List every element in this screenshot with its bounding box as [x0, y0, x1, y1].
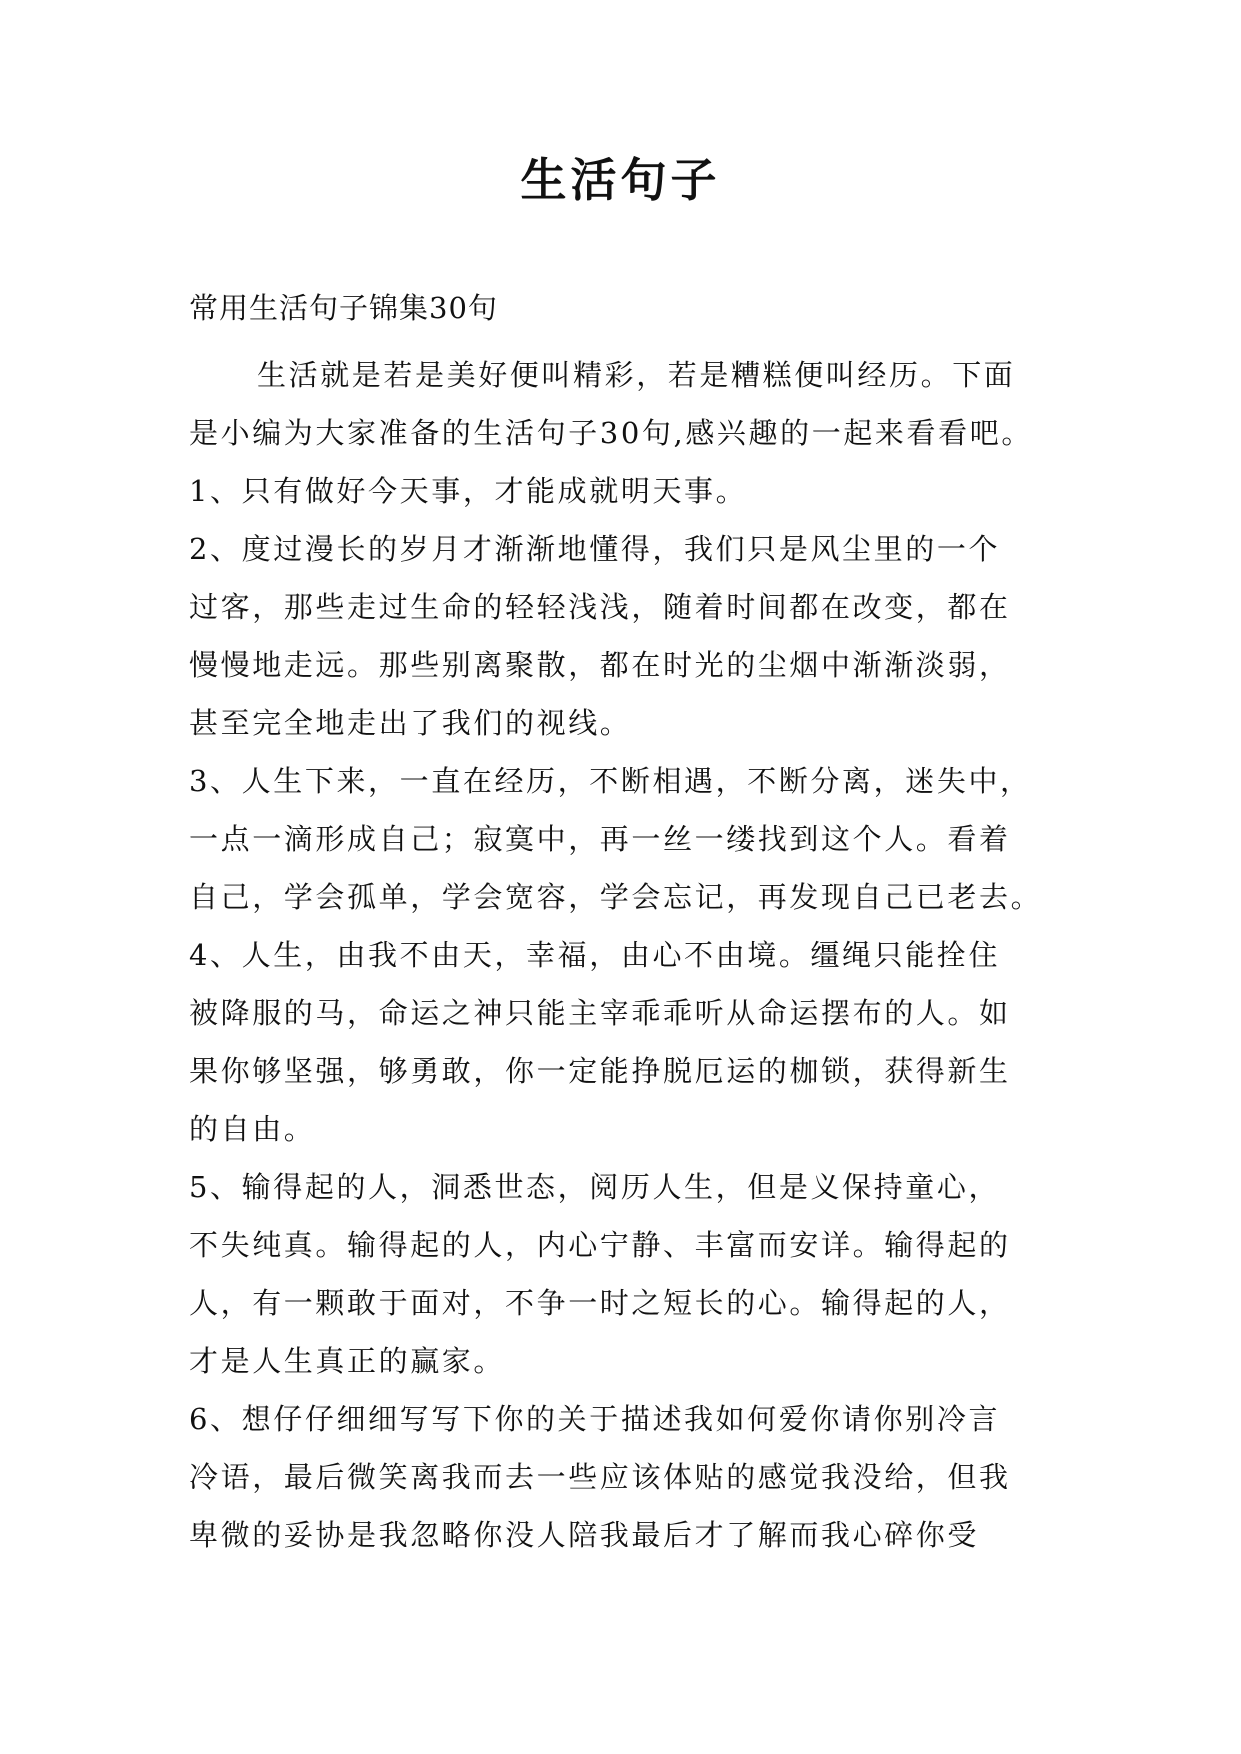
paragraph-line: 2、度过漫长的岁月才渐渐地懂得，我们只是风尘里的一个 [189, 532, 1001, 566]
paragraph-line: 冷语，最后微笑离我而去一些应该体贴的感觉我没给，但我 [189, 1460, 1011, 1494]
paragraph-line: 一点一滴形成自己；寂寞中，再一丝一缕找到这个人。看着 [189, 822, 1011, 856]
paragraph-line: 的自由。 [189, 1112, 316, 1146]
paragraph-line: 4、人生，由我不由天，幸福，由心不由境。缰绳只能拴住 [189, 938, 1001, 972]
paragraph-line: 人，有一颗敢于面对，不争一时之短长的心。输得起的人， [189, 1286, 1011, 1320]
page-title: 生活句子 [520, 153, 721, 207]
paragraph-line: 5、输得起的人，洞悉世态，阅历人生，但是义保持童心， [189, 1170, 1001, 1204]
paragraph-line: 果你够坚强，够勇敢，你一定能挣脱厄运的枷锁，获得新生 [189, 1054, 1011, 1088]
paragraph-line: 是小编为大家准备的生活句子30句,感兴趣的一起来看看吧。 [189, 416, 1033, 450]
section-heading: 常用生活句子锦集30句 [189, 291, 498, 325]
paragraph-line: 6、想仔仔细细写写下你的关于描述我如何爱你请你别冷言 [189, 1402, 1001, 1436]
paragraph-line: 过客，那些走过生命的轻轻浅浅，随着时间都在改变，都在 [189, 590, 1011, 624]
paragraph-line: 生活就是若是美好便叫精彩，若是糟糕便叫经历。下面 [257, 358, 1016, 392]
paragraph-line: 自己，学会孤单，学会宽容，学会忘记，再发现自己已老去。 [189, 880, 1043, 914]
document-body [189, 346, 1069, 1564]
paragraph-line: 卑微的妥协是我忽略你没人陪我最后才了解而我心碎你受 [189, 1518, 980, 1552]
paragraph-line: 3、人生下来，一直在经历，不断相遇，不断分离，迷失中， [189, 764, 1032, 798]
paragraph-line: 不失纯真。输得起的人，内心宁静、丰富而安详。输得起的 [189, 1228, 1011, 1262]
paragraph-line: 甚至完全地走出了我们的视线。 [189, 706, 632, 740]
paragraph-line: 才是人生真正的赢家。 [189, 1344, 506, 1378]
paragraph-line: 被降服的马，命运之神只能主宰乖乖听从命运摆布的人。如 [189, 996, 1011, 1030]
paragraph-line: 1、只有做好今天事，才能成就明天事。 [189, 474, 748, 508]
paragraph-line: 慢慢地走远。那些别离聚散，都在时光的尘烟中渐渐淡弱， [189, 648, 1011, 682]
